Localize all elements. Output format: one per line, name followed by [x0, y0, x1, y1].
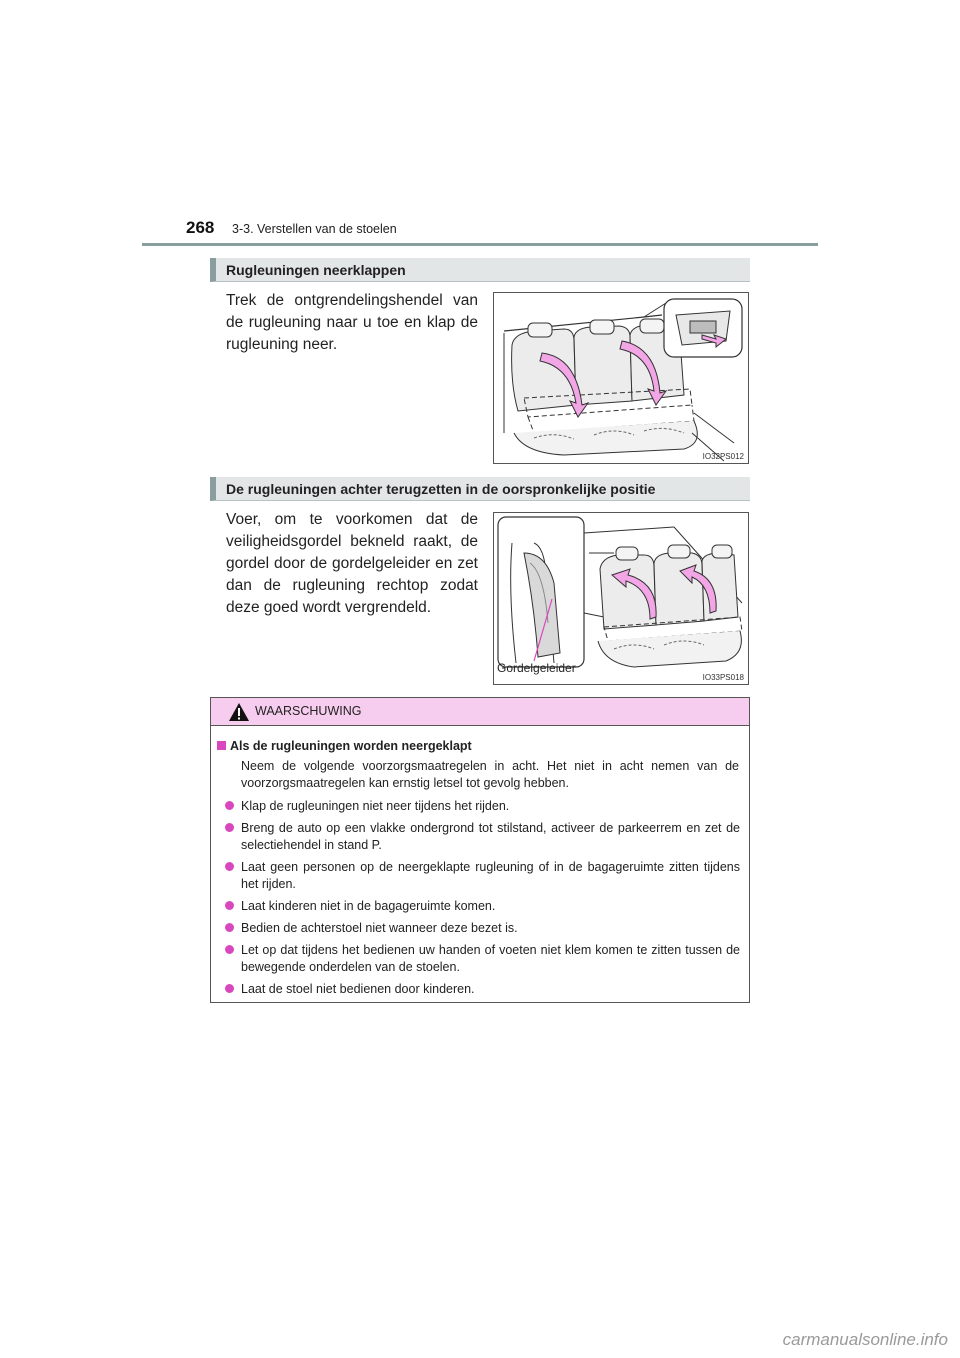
warning-header	[211, 698, 749, 726]
figure-code: IO33PS018	[702, 673, 744, 682]
list-item-text: Laat geen personen op de neergeklapte rugleuning of in de bagageruimte zitten tijdens het rijden.	[241, 860, 740, 891]
list-item-text: Breng de auto op een vlakke ondergrond tot stilstand, activeer de parkeerrem en zet de selectiehendel in stand P.	[241, 821, 740, 852]
fold-down-illustration	[493, 292, 749, 464]
rear-seats-upright-drawing	[494, 513, 748, 684]
bullet-icon	[225, 862, 234, 871]
bullet-icon	[225, 901, 234, 910]
header-divider	[142, 243, 818, 246]
warning-heading-text: Als de rugleuningen worden neergeklapt	[230, 739, 472, 753]
warning-heading	[217, 738, 749, 755]
warning-list	[211, 798, 749, 998]
section-heading-restore	[210, 477, 750, 501]
belt-guide-label: Gordelgeleider	[497, 661, 576, 675]
bullet-icon	[225, 823, 234, 832]
warning-box	[210, 697, 750, 1003]
list-item-text: Klap de rugleuningen niet neer tijdens het rijden.	[241, 799, 510, 813]
list-item-text: Bedien de achterstoel niet wanneer deze bezet is.	[241, 921, 518, 935]
list-item	[241, 942, 740, 976]
square-bullet-icon	[217, 741, 226, 750]
footer-watermark[interactable]: carmanualsonline.info	[782, 1330, 948, 1349]
figure-code: IO32PS012	[702, 452, 744, 461]
bullet-icon	[225, 945, 234, 954]
warning-intro: Neem de volgende voorzorgsmaatregelen in acht. Het niet in acht nemen van de voorzorgsmaatregelen kan ernstig letsel tot gevolg hebben.	[241, 759, 739, 790]
restore-illustration	[493, 512, 749, 685]
section-heading-text: Rugleuningen neerklappen	[226, 262, 406, 278]
list-item-text: Let op dat tijdens het bedienen uw handen of voeten niet klem komen te zitten tussen de bewegende onderdelen van de stoelen.	[241, 943, 740, 974]
list-item	[241, 859, 740, 893]
list-item	[241, 981, 740, 998]
restore-instructions: Voer, om te voorkomen dat de veiligheidsgordel bekneld raakt, de gordel door de gordelgeleider en zet dan de rugleuning rechtop zodat deze goed wordt vergrendeld.	[226, 511, 478, 616]
warning-content	[211, 738, 749, 1003]
rear-seats-folding-drawing	[494, 293, 748, 463]
list-item	[241, 798, 740, 815]
bullet-icon	[225, 984, 234, 993]
list-item-text: Laat kinderen niet in de bagageruimte komen.	[241, 899, 496, 913]
section-heading-fold-down	[210, 258, 750, 282]
list-item-text: Laat de stoel niet bedienen door kinderen.	[241, 982, 475, 996]
warning-triangle-icon	[228, 702, 250, 722]
page-number: 268	[186, 218, 215, 237]
list-item	[241, 820, 740, 854]
fold-down-instructions: Trek de ontgrendelingshendel van de rugleuning naar u toe en klap de rugleuning neer.	[226, 292, 478, 353]
bullet-icon	[225, 923, 234, 932]
section-heading-text: De rugleuningen achter terugzetten in de oorspronkelijke positie	[226, 481, 656, 497]
chapter-title: 3-3. Verstellen van de stoelen	[232, 222, 397, 236]
list-item	[241, 920, 740, 937]
bullet-icon	[225, 801, 234, 810]
warning-title: WAARSCHUWING	[255, 704, 362, 718]
list-item	[241, 898, 740, 915]
